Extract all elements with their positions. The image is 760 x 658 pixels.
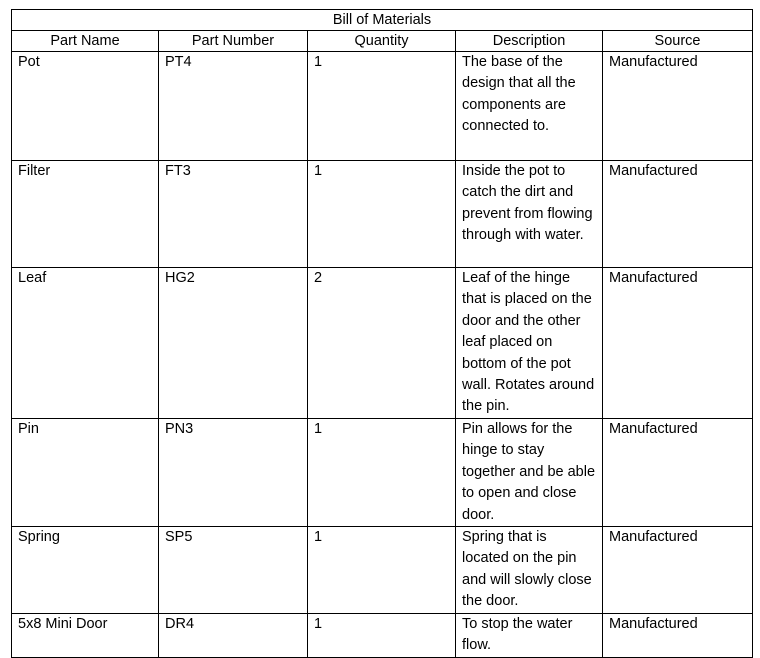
cell-part-name: Spring [12,527,159,614]
cell-quantity: 1 [308,52,456,161]
table-title-row [12,10,753,31]
table-row [12,268,753,419]
cell-quantity: 1 [308,419,456,527]
cell-description: To stop the water flow. [456,614,603,658]
header-quantity: Quantity [308,31,456,52]
cell-part-number: SP5 [159,527,308,614]
table-row [12,161,753,268]
header-part-number: Part Number [159,31,308,52]
cell-source: Manufactured [603,614,753,658]
cell-part-name: Filter [12,161,159,268]
cell-quantity: 1 [308,161,456,268]
cell-part-name: Pot [12,52,159,161]
cell-description: Inside the pot to catch the dirt and prevent from flowing through with water. [456,161,603,268]
header-source: Source [603,31,753,52]
cell-description: Leaf of the hinge that is placed on the door and the other leaf placed on bottom of the pot wall. Rotates around the pin. [456,268,603,419]
cell-quantity: 2 [308,268,456,419]
cell-part-name: Leaf [12,268,159,419]
cell-source: Manufactured [603,527,753,614]
cell-source: Manufactured [603,419,753,527]
cell-part-number: DR4 [159,614,308,658]
cell-quantity: 1 [308,527,456,614]
table-row [12,419,753,527]
bill-of-materials-table [11,9,753,658]
table-row [12,52,753,161]
cell-part-number: HG2 [159,268,308,419]
header-description: Description [456,31,603,52]
header-part-name: Part Name [12,31,159,52]
cell-part-name: Pin [12,419,159,527]
table-row [12,527,753,614]
cell-source: Manufactured [603,268,753,419]
cell-part-number: FT3 [159,161,308,268]
cell-quantity: 1 [308,614,456,658]
table-header-row [12,31,753,52]
cell-description: Pin allows for the hinge to stay together and be able to open and close door. [456,419,603,527]
cell-part-number: PT4 [159,52,308,161]
cell-part-name: 5x8 Mini Door [12,614,159,658]
cell-source: Manufactured [603,52,753,161]
cell-source: Manufactured [603,161,753,268]
cell-description: Spring that is located on the pin and will slowly close the door. [456,527,603,614]
table-title: Bill of Materials [12,10,753,31]
cell-description: The base of the design that all the components are connected to. [456,52,603,161]
cell-part-number: PN3 [159,419,308,527]
table-row [12,614,753,658]
